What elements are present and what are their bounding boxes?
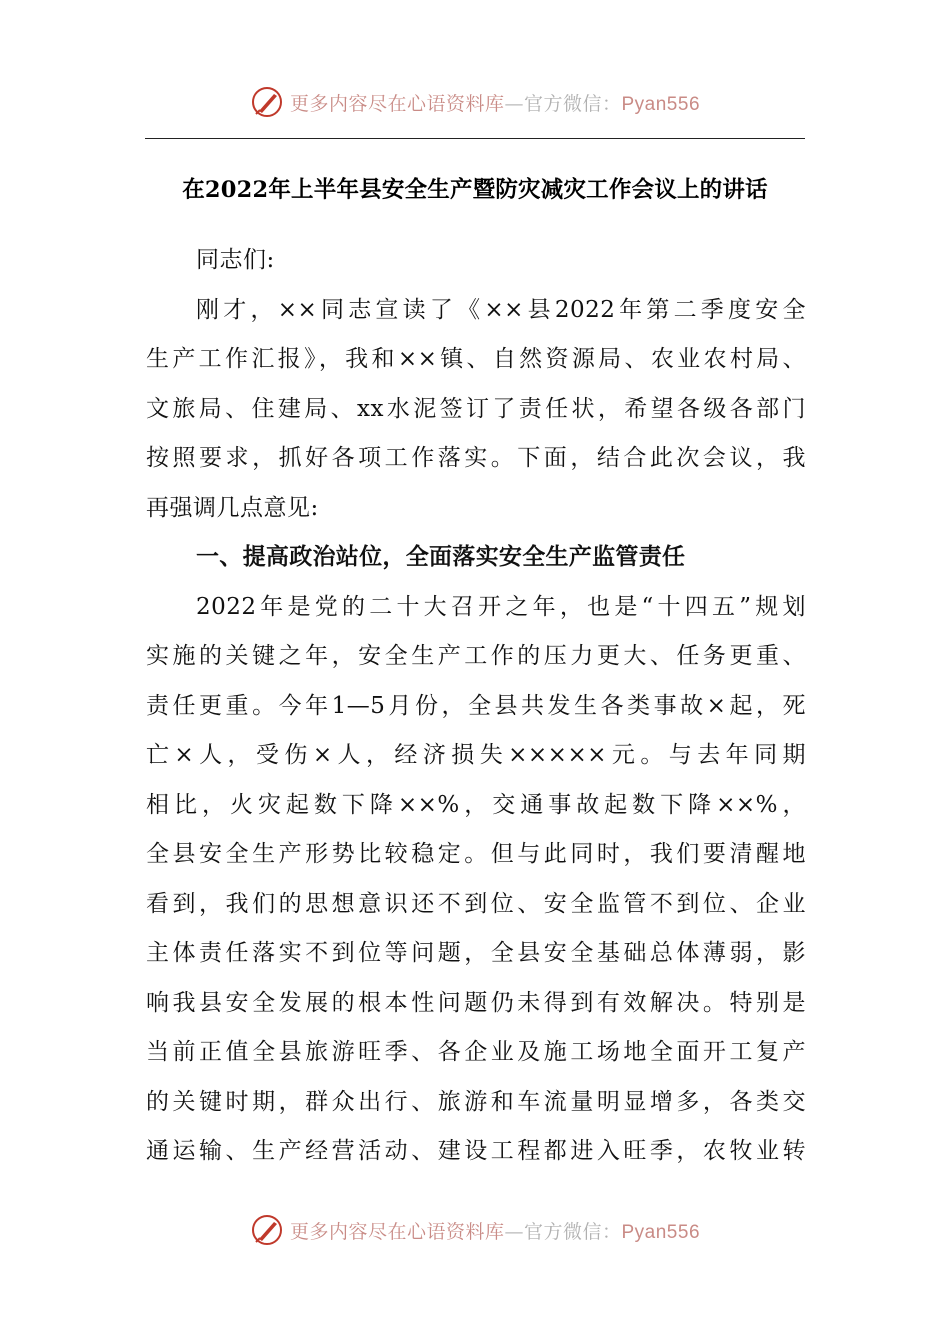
paragraph-line: 相比，火灾起数下降××%，交通事故起数下降××%， [146, 791, 806, 818]
salutation: 同志们: [196, 247, 275, 273]
paragraph-line: 的关键时期，群众出行、旅游和车流量明显增多，各类交 [146, 1088, 806, 1115]
paragraph-line: 主体责任落实不到位等问题，全县安全基础总体薄弱，影 [146, 940, 806, 966]
watermark-text: 更多内容尽在心语资料库—官方微信：Pyan556 [289, 1220, 701, 1243]
paragraph-line: 刚才，××同志宣读了《××县2022年第二季度安全 [196, 296, 806, 323]
document-body [146, 236, 806, 1177]
paragraph-line: 实施的关键之年，安全生产工作的压力更大、任务更重、 [146, 643, 806, 669]
section-heading: 一、提高政治站位，全面落实安全生产监管责任 [196, 544, 686, 570]
footer-watermark [0, 1208, 950, 1252]
quill-pen-icon [250, 85, 284, 119]
paragraph-line: 看到，我们的思想意识还不到位、安全监管不到位、企业 [146, 890, 806, 917]
watermark-text: 更多内容尽在心语资料库—官方微信：Pyan556 [289, 92, 701, 115]
paragraph-line: 响我县安全发展的根本性问题仍未得到有效解决。特别是 [146, 989, 806, 1016]
paragraph-line: 2022年是党的二十大召开之年，也是“十四五”规划 [196, 593, 806, 620]
page-title: 在2022年上半年县安全生产暨防灾减灾工作会议上的讲话 [182, 177, 768, 203]
paragraph-line: 按照要求，抓好各项工作落实。下面，结合此次会议，我 [146, 445, 806, 471]
header-watermark [0, 80, 950, 124]
paragraph-line: 当前正值全县旅游旺季、各企业及施工场地全面开工复产 [146, 1039, 806, 1065]
header-divider [145, 138, 805, 139]
quill-pen-icon [250, 1213, 284, 1247]
paragraph-line: 亡×人，受伤×人，经济损失×××××元。与去年同期 [146, 742, 806, 768]
paragraph-line: 文旅局、住建局、xx水泥签订了责任状，希望各级各部门 [146, 395, 806, 422]
paragraph-line: 全县安全生产形势比较稳定。但与此同时，我们要清醒地 [146, 841, 806, 867]
paragraph-line: 通运输、生产经营活动、建设工程都进入旺季，农牧业转 [146, 1138, 806, 1164]
paragraph-line: 再强调几点意见: [146, 494, 319, 521]
paragraph-line: 责任更重。今年1—5月份，全县共发生各类事故×起，死 [146, 692, 806, 719]
paragraph-line: 生产工作汇报》，我和××镇、自然资源局、农业农村局、 [146, 346, 806, 372]
